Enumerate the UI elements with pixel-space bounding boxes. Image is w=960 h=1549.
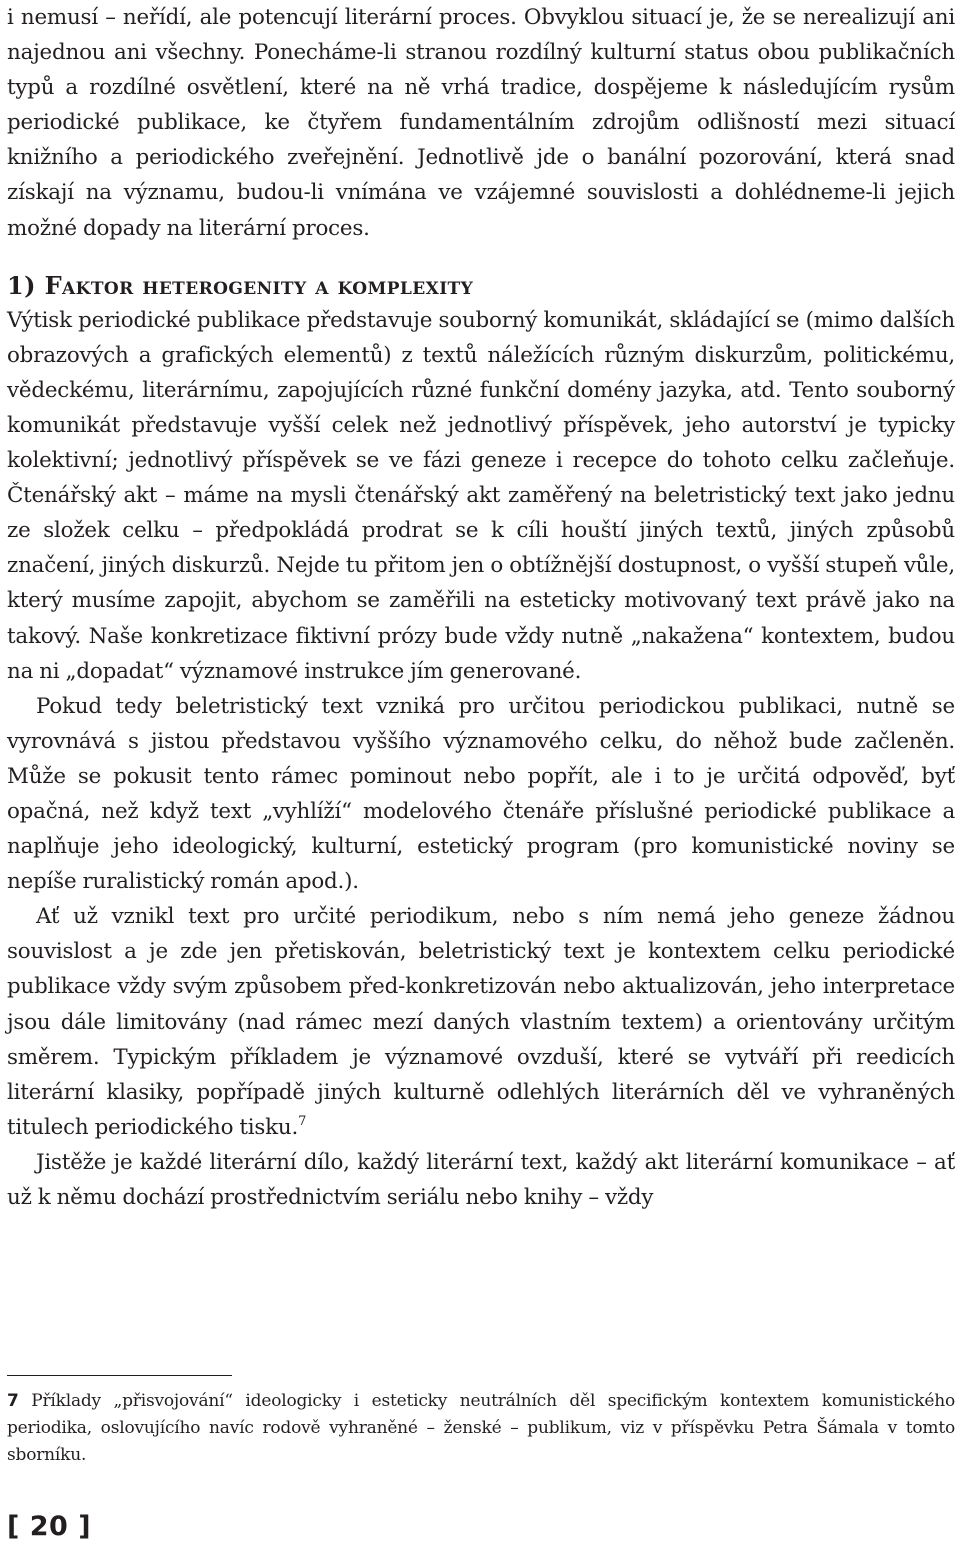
footnote	[7, 1388, 955, 1469]
paragraph-2: Pokud tedy beletristický text vzniká pro určitou periodickou publikaci, nutně se vyrovnává s jistou představou vyššího významového celku, do něhož bude začleněn. Může se pokusit tento rámec pominout nebo popřít, ale i to je určitá odpověď, byť opačná, než když text „vyhlíží“ modelového čtenáře příslušné periodické publikace a naplňuje jeho ideologický, kulturní, estetický program (pro komunistické noviny se nepíše ruralistický román apod.).	[7, 693, 955, 895]
footnote-text: Příklady „přisvojování“ ideologicky i esteticky neutrálních děl specifickým kontextem komunistického periodika, oslovujícího navíc rodově vyhraněné – ženské – publikum, viz v příspěvku Petra Šámala v tomto sborníku.	[7, 1391, 955, 1465]
paragraph-4: Jistěže je každé literární dílo, každý literární text, každý akt literární komunikace – ať už k němu dochází prostřednictvím seriálu nebo knihy – vždy	[7, 1149, 955, 1210]
paragraph-3-text: Ať už vznikl text pro určité periodikum, nebo s ním nemá jeho geneze žádnou souvislost a je zde jen přetiskován, beletristický text je kontextem celku periodické publikace vždy svým způsobem před-konkretizován nebo aktualizován, jeho interpretace jsou dále limitovány (nad rámec mezí daných vlastním textem) a orientovány určitým směrem. Typickým příkladem je významové ovzduší, které se vytváří při reedicích literární klasiky, popřípadě jiných kulturně odlehlých literárních děl ve vyhraněných titulech periodického tisku.	[7, 904, 955, 1140]
paragraph-intro: i nemusí – neřídí, ale potencují literární proces. Obvyklou situací je, že se nerealizují ani najednou ani všechny. Ponecháme-li stranou rozdílný kulturní status obou publikačních typů a rozdílné osvětlení, které na ně vrhá tradice, dospějeme k následujícím rysům periodické publikace, ke čtyřem fundamentálním zdrojům odlišností mezi situací knižního a periodického zveřejnění. Jednotlivě jde o banální pozorování, která snad získají na významu, budou-li vnímána ve vzájemné souvislosti a dohlédneme-li jejich možné dopady na literární proces.	[7, 5, 955, 241]
paragraph-3	[7, 899, 955, 1145]
page-number: [ 20 ]	[7, 1511, 92, 1542]
section-heading: 1) Faktor heterogenity a komplexity	[7, 270, 474, 300]
footnote-divider	[7, 1375, 232, 1376]
footnote-reference: 7	[298, 1113, 307, 1129]
footnote-number: 7	[7, 1391, 19, 1411]
page-body	[7, 0, 955, 1215]
paragraph-1: Výtisk periodické publikace představuje souborný komunikát, skládající se (mimo dalších obrazových a grafických elementů) z textů náležících různým diskurzům, politickému, vědeckému, literárnímu, zapojujících různé funkční domény jazyka, atd. Tento souborný komunikát představuje vyšší celek než jednotlivý příspěvek, jeho autorství je typicky kolektivní; jednotlivý příspěvek se ve fázi geneze i recepce do tohoto celku začleňuje. Čtenářský akt – máme na mysli čtenářský akt zaměřený na beletristický text jako jednu ze složek celku – předpokládá prodrat se k cíli houští jiných textů, jiných způsobů značení, jiných diskurzů. Nejde tu přitom jen o obtížnější dostupnost, o vyšší stupeň vůle, který musíme zapojit, abychom se zaměřili na esteticky motivovaný text právě jako na takový. Naše konkretizace fiktivní prózy bude vždy nutně „nakažena“ kontextem, budou na ni „dopadat“ významové instrukce jím generované.	[7, 307, 955, 684]
